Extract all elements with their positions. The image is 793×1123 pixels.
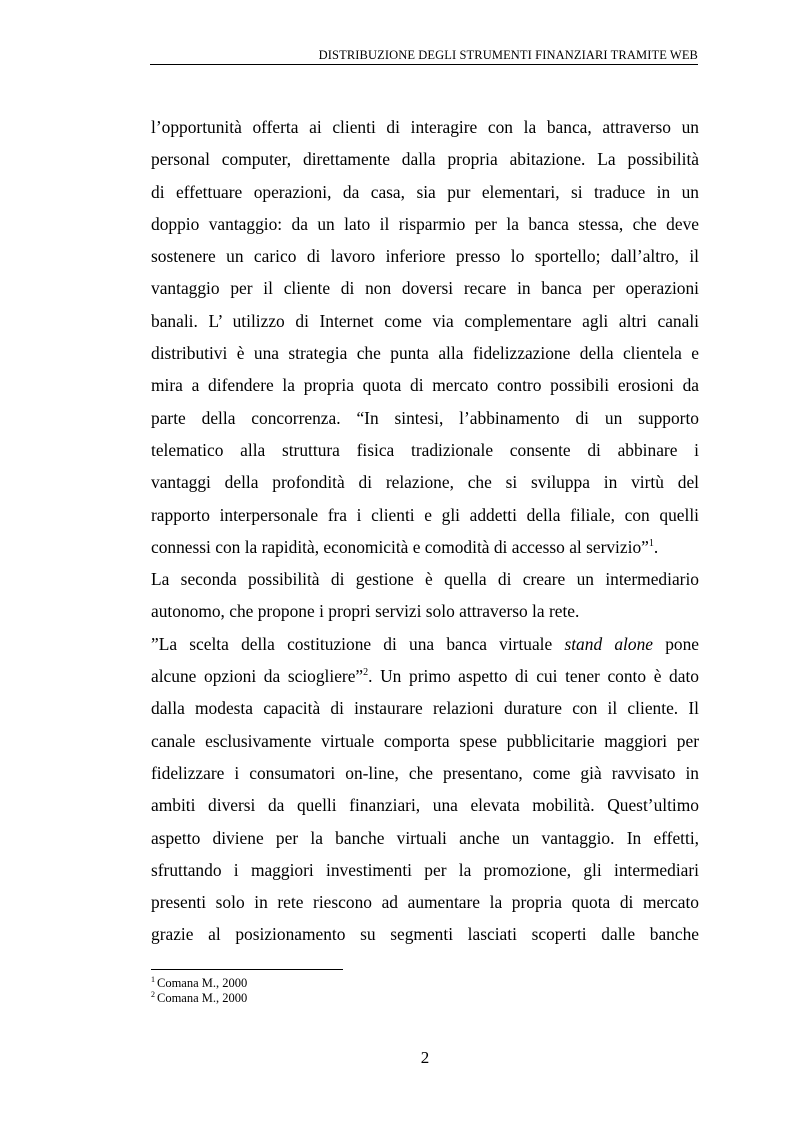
footnote-marker: 2 xyxy=(151,990,155,999)
text-line: fidelizzare i consumatori on-line, che presentano, come già ravvisato in xyxy=(151,762,699,783)
text-line: personal computer, direttamente dalla propria abitazione. La possibilità xyxy=(151,149,699,170)
text-segment: connessi con la rapidità, economicità e comodità di accesso al servizio” xyxy=(151,536,649,557)
text-line: dalla modesta capacità di instaurare relazioni durature con il cliente. Il xyxy=(151,698,699,719)
running-header-title: DISTRIBUZIONE DEGLI STRUMENTI FINANZIARI TRAMITE WEB xyxy=(318,48,698,62)
text-line: aspetto diviene per la banche virtuali anche un vantaggio. In effetti, xyxy=(151,827,699,848)
text-line-with-italic xyxy=(151,628,699,660)
footnote-divider xyxy=(151,969,343,970)
text-line: sostenere un carico di lavoro inferiore presso lo sportello; dall’altro, il xyxy=(151,246,699,267)
text-line: di effettuare operazioni, da casa, sia pur elementari, si traduce in un xyxy=(151,181,699,202)
text-line: grazie al posizionamento su segmenti lasciati scoperti dalle banche xyxy=(151,924,699,945)
text-line: distributivi è una strategia che punta alla fidelizzazione della clientela e xyxy=(151,343,699,364)
page-number: 2 xyxy=(420,1048,430,1067)
text-line: l’opportunità offerta ai clienti di interagire con la banca, attraverso un xyxy=(151,117,699,137)
text-line: doppio vantaggio: da un lato il risparmio per la banca stessa, che deve xyxy=(151,213,699,234)
footnote-ref-1: 1 xyxy=(648,537,654,549)
italic-phrase: stand alone xyxy=(564,633,653,654)
text-line: vantaggio per il cliente di non doversi recare in banca per operazioni xyxy=(151,278,699,299)
text-segment: . xyxy=(653,536,659,557)
text-line: banali. L’ utilizzo di Internet come via complementare agli altri canali xyxy=(151,310,699,331)
footnote-1 xyxy=(151,976,247,991)
text-segment: alcune opzioni da sciogliere” xyxy=(151,666,364,687)
footnote-text: Comana M., 2000 xyxy=(157,991,248,1005)
text-segment: ”La scelta della costituzione di una banca virtuale xyxy=(151,633,565,654)
text-line: vantaggi della profondità di relazione, che si sviluppa in virtù del xyxy=(151,472,699,493)
footnotes xyxy=(151,976,247,1006)
text-segment: pone xyxy=(652,633,699,654)
text-line-with-footnote-2 xyxy=(151,660,699,692)
footnote-text: Comana M., 2000 xyxy=(157,976,248,990)
text-segment: . Un primo aspetto di cui tener conto è dato xyxy=(368,666,699,687)
text-line: autonomo, che propone i propri servizi solo attraverso la rete. xyxy=(151,601,580,622)
body-text xyxy=(151,111,699,951)
text-line: rapporto interpersonale fra i clienti e gli addetti della filiale, con quelli xyxy=(151,504,699,525)
footnote-ref-2: 2 xyxy=(363,667,369,679)
text-line-with-footnote-1 xyxy=(151,531,699,563)
text-line: telematico alla struttura fisica tradizionale consente di abbinare i xyxy=(151,439,699,460)
text-line: presenti solo in rete riescono ad aumentare la propria quota di mercato xyxy=(151,892,699,913)
text-line: ambiti diversi da quelli finanziari, una elevata mobilità. Quest’ultimo xyxy=(151,795,699,816)
text-line: parte della concorrenza. “In sintesi, l’abbinamento di un supporto xyxy=(151,407,699,428)
text-line: sfruttando i maggiori investimenti per la promozione, gli intermediari xyxy=(151,859,699,880)
text-line: La seconda possibilità di gestione è quella di creare un intermediario xyxy=(151,569,699,590)
footnote-2 xyxy=(151,991,247,1006)
running-header xyxy=(150,46,698,65)
footnote-marker: 1 xyxy=(151,975,155,984)
text-line: canale esclusivamente virtuale comporta spese pubblicitarie maggiori per xyxy=(151,730,699,751)
text-line: mira a difendere la propria quota di mercato contro possibili erosioni da xyxy=(151,375,699,396)
